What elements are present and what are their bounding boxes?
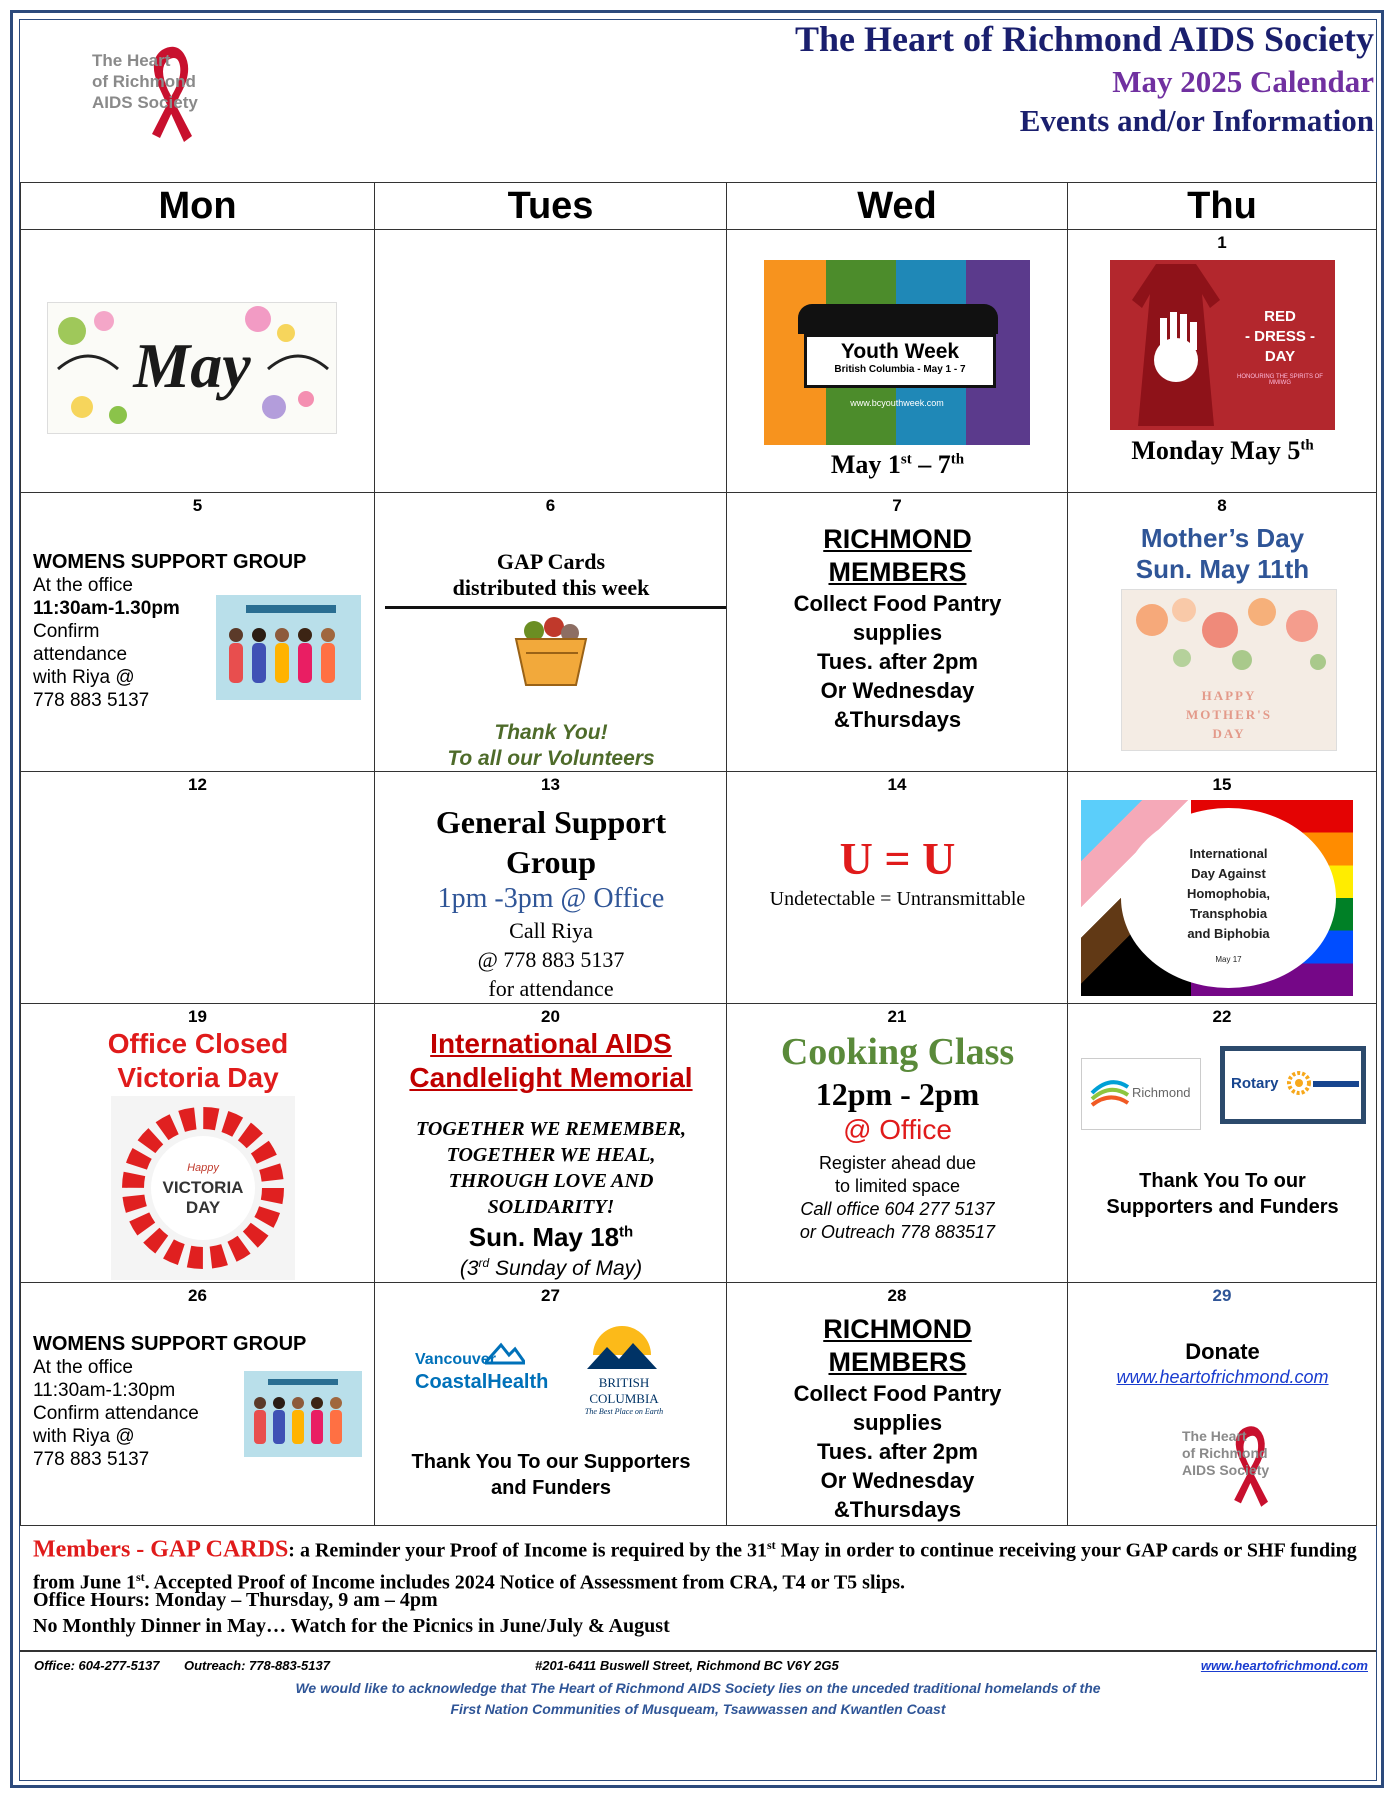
gap-cards-divider (385, 606, 727, 609)
women-figures-icon (216, 595, 361, 700)
pantry-line2: supplies (852, 620, 943, 645)
gap-cards-label: Members - GAP CARDS (33, 1536, 289, 1563)
idahobit-text: International Day Against Homophobia, Transphobia and Biphobia May 17 (1186, 846, 1271, 964)
day-number-29: 29 (1212, 1286, 1232, 1305)
u-equals-u: U = U (839, 833, 956, 884)
grocery-basket-image (508, 615, 594, 689)
cell-row1-tue (375, 230, 727, 493)
candlelight-date: Sun. May 18th (468, 1222, 634, 1252)
cooking-class-title: Cooking Class (780, 1031, 1015, 1073)
vch-logo-line1: Vancouver (415, 1351, 496, 1368)
cell-row1-thu (1068, 230, 1377, 493)
tue27-thanks-line2: and Funders (490, 1477, 611, 1499)
pantry-line3: Tues. after 2pm (817, 649, 978, 674)
richmond-members-title1: RICHMOND (823, 524, 972, 554)
cell-row1-mon (21, 230, 375, 493)
office-hours: Office Hours: Monday – Thursday, 9 am – 4pm (33, 1589, 438, 1611)
office-closed-line2: Victoria Day (117, 1062, 279, 1093)
vch-logo-line2: CoastalHealth (415, 1371, 549, 1393)
calendar-grid (20, 182, 1377, 1526)
richmond-members-block-2: RICHMOND MEMBERS Collect Food Pantry supplies Tues. after 2pm Or Wednesday &Thursdays (793, 1314, 1002, 1522)
general-support-phone: @ 778 883 5137 (477, 947, 625, 972)
bc-logo (561, 1321, 687, 1421)
footer-outreach-phone: Outreach: 778-883-5137 (184, 1658, 330, 1673)
cell-row2-tue (375, 493, 727, 772)
cell-row4-tue (375, 1004, 727, 1283)
pantry-line5: &Thursdays (833, 707, 962, 732)
week-row-5 (21, 1283, 1377, 1526)
cell-row5-mon (21, 1283, 375, 1526)
day-number-27: 27 (541, 1286, 560, 1305)
cell-row4-thu (1068, 1004, 1377, 1283)
red-dress-small: HONOURING THE SPIRITS OF MMIWG (1237, 374, 1323, 386)
general-support-line4: Call Riya (509, 918, 593, 943)
youth-week-title: Youth Week (840, 340, 960, 363)
city-of-richmond-logo (1081, 1058, 1201, 1130)
pantry-line1: Collect Food Pantry (793, 591, 1002, 616)
weekday-header-row (21, 183, 1377, 230)
gap-cards-line2: distributed this week (452, 575, 650, 600)
day-number-1: 1 (1217, 233, 1227, 252)
cell-row1-wed (727, 230, 1068, 493)
candlelight-note: (3rd Sunday of May) (459, 1256, 643, 1280)
general-support-line6: for attendance (488, 976, 614, 1001)
candlelight-title2: Candlelight Memorial (409, 1062, 693, 1093)
victoria-day-text1: VICTORIA (162, 1178, 244, 1197)
footer-address: #201-6411 Buswell Street, Richmond BC V6Y 2G5 (535, 1658, 839, 1673)
mothers-day-line1: Mother’s Day (1140, 523, 1305, 553)
rotary-logo-text: Rotary (1231, 1075, 1279, 1092)
victoria-day-badge (111, 1096, 295, 1280)
flowers-icon (1122, 590, 1336, 680)
red-dress-day-poster (1110, 260, 1335, 430)
bc-logo-line3: The Best Place on Earth (584, 1407, 664, 1416)
thu22-thanks-line1: Thank You To our (1139, 1170, 1306, 1192)
womens-group-text-2: WOMENS SUPPORT GROUP At the office 11:30am-1:30pm Confirm attendance with Riya @ 778 883 5137 (33, 1333, 307, 1470)
cell-row5-tue (375, 1283, 727, 1526)
org-title: The Heart of Richmond AIDS Society (795, 19, 1374, 59)
youth-week-url: www.bcyouthweek.com (850, 398, 944, 408)
youth-week-banner (764, 260, 1030, 445)
mothers-card-line3: DAY (1212, 726, 1246, 741)
womens-group-title-2: WOMENS SUPPORT GROUP (33, 1333, 307, 1355)
weekday-mon: Mon (21, 183, 375, 230)
day-number-22: 22 (1212, 1007, 1232, 1026)
red-dress-line3: DAY (1264, 348, 1296, 365)
thank-you-volunteers-1: Thank You! (494, 721, 608, 744)
day-number-13: 13 (541, 775, 560, 794)
logo-text-line1: The Heart (92, 51, 171, 70)
org-logo (88, 40, 218, 150)
week-row-1 (21, 230, 1377, 493)
footer-website-link[interactable]: www.heartofrichmond.com (1200, 1658, 1368, 1673)
youth-week-sub: British Columbia - May 1 - 7 (834, 364, 966, 375)
candlelight-message: TOGETHER WE REMEMBER, TOGETHER WE HEAL, THROUGH LOVE AND SOLIDARITY! (416, 1118, 686, 1218)
thank-you-volunteers-2: To all our Volunteers (447, 747, 655, 770)
women-group-image (216, 595, 361, 700)
week-row-3 (21, 772, 1377, 1004)
cell-row3-thu (1068, 772, 1377, 1004)
victoria-day-text2: DAY (185, 1198, 221, 1217)
womens-group-line3: Confirm (33, 621, 100, 642)
weekday-wed: Wed (727, 183, 1068, 230)
day-number-7: 7 (892, 496, 902, 515)
grocery-basket-icon (508, 615, 594, 689)
cell-row3-mon (21, 772, 375, 1004)
general-support-block (375, 802, 727, 1003)
week-row-2 (21, 493, 1377, 772)
cell-row2-thu (1068, 493, 1377, 772)
richmond-wave-icon (1090, 1073, 1130, 1113)
mothers-day-card (1121, 589, 1337, 751)
may-art-text: May (133, 330, 251, 401)
donate-label: Donate (1185, 1339, 1260, 1364)
day-number-19: 19 (188, 1007, 207, 1026)
calendar-month: May 2025 Calendar (1112, 64, 1374, 99)
pantry-line4: Or Wednesday (820, 678, 975, 703)
womens-group-line5: with Riya @ (33, 667, 135, 688)
day-number-28: 28 (887, 1286, 907, 1305)
footer-divider (20, 1650, 1376, 1652)
red-dress-caption: Monday May 5th (1131, 436, 1314, 465)
cell-row5-wed (727, 1283, 1068, 1526)
day-number-6: 6 (545, 496, 556, 515)
rotary-wheel-icon (1287, 1071, 1311, 1095)
cell-row5-thu (1068, 1283, 1377, 1526)
gap-cards-line1: GAP Cards (496, 549, 606, 574)
bc-sun-mountain-icon (587, 1325, 657, 1371)
red-dress-line2: - DRESS - (1244, 328, 1315, 345)
vch-logo (415, 1341, 549, 1411)
dress-handprint-icon (1116, 260, 1236, 430)
footer-office-phone: Office: 604-277-5137 (34, 1658, 160, 1673)
may-art-image (47, 302, 337, 434)
day-number-26: 26 (188, 1286, 207, 1305)
general-support-title2: Group (505, 844, 597, 880)
womens-group-time: 11:30am-1.30pm (33, 598, 180, 619)
cooking-class-details: Register ahead due to limited space Call office 604 277 5137 or Outreach 778 883517 (799, 1153, 996, 1242)
women-group-image-2 (244, 1371, 362, 1457)
richmond-logo-text: Richmond (1132, 1085, 1191, 1100)
rotary-logo (1220, 1046, 1366, 1124)
general-support-time: 1pm -3pm @ Office (437, 883, 665, 914)
mothers-card-line2: MOTHER'S (1185, 707, 1273, 722)
day-number-12: 12 (188, 775, 207, 794)
weekday-tues: Tues (375, 183, 727, 230)
cell-row2-wed (727, 493, 1068, 772)
candlelight-title1: International AIDS (430, 1028, 672, 1059)
cell-row3-tue (375, 772, 727, 1004)
land-acknowledgement-line2: First Nation Communities of Musqueam, Tsawwassen and Kwantlen Coast (450, 1701, 946, 1717)
day-number-20: 20 (541, 1007, 560, 1026)
cell-row4-wed (727, 1004, 1068, 1283)
red-dress-line1: RED (1264, 308, 1296, 325)
mothers-card-line1: HAPPY (1201, 688, 1257, 703)
cell-row4-mon (21, 1004, 375, 1283)
victoria-day-small: Happy (187, 1162, 219, 1174)
land-acknowledgement-line1: We would like to acknowledge that The Heart of Richmond AIDS Society lies on the unceded traditional homelands of the (295, 1680, 1101, 1696)
crowd-silhouette-icon (798, 304, 998, 334)
day-number-14: 14 (887, 775, 907, 794)
day-number-21: 21 (887, 1007, 907, 1026)
day-number-5: 5 (192, 496, 203, 515)
cell-row2-mon (21, 493, 375, 772)
idahobit-poster (1081, 800, 1353, 996)
u-equals-u-sub: Undetectable = Untransmittable (769, 888, 1026, 910)
richmond-members-block (727, 523, 1068, 734)
cooking-class-place: @ Office (843, 1114, 952, 1145)
womens-group-title: WOMENS SUPPORT GROUP (33, 551, 307, 573)
bc-logo-line1: BRITISH (598, 1375, 650, 1390)
womens-group-phone: 778 883 5137 (33, 690, 150, 711)
calendar-subtitle: Events and/or Information (1019, 103, 1374, 138)
donate-link[interactable]: www.heartofrichmond.com (1116, 1367, 1329, 1387)
logo-text-line2: of Richmond (92, 72, 196, 91)
gap-cards-reminder: Members - GAP CARDS: a Reminder your Proof of Income is required by the 31st May in order to continue receiving your GAP cards or SHF funding from June 1st. Accepted Proof of Income includes 2024 Notice of Assessment from CRA, T4 or T5 slips. (33, 1536, 1357, 1594)
week-row-4 (21, 1004, 1377, 1283)
mothers-day-line2: Sun. May 11th (1135, 554, 1310, 584)
cooking-class-time: 12pm - 2pm (815, 1076, 980, 1112)
youth-week-caption: May 1st – 7th (830, 450, 965, 479)
org-logo-small: The Heart of Richmond AIDS Society (1180, 1419, 1290, 1515)
thu22-thanks-line2: Supporters and Funders (1106, 1196, 1339, 1218)
womens-group-line1: At the office (33, 575, 133, 596)
tue27-thanks-line1: Thank You To our Supporters (411, 1451, 691, 1473)
richmond-members-title2: MEMBERS (828, 557, 967, 587)
womens-group-line4: attendance (33, 644, 128, 665)
bc-logo-line2: COLUMBIA (589, 1391, 659, 1406)
logo-text-line3: AIDS Society (92, 93, 198, 112)
weekday-thu: Thu (1068, 183, 1377, 230)
day-number-8: 8 (1217, 496, 1227, 515)
day-number-15: 15 (1212, 775, 1232, 794)
women-figures-icon (244, 1371, 362, 1457)
general-support-title1: General Support (435, 804, 667, 840)
office-closed-line1: Office Closed (107, 1028, 289, 1059)
dinner-note: No Monthly Dinner in May… Watch for the Picnics in June/July & August (33, 1615, 670, 1637)
cell-row3-wed (727, 772, 1068, 1004)
